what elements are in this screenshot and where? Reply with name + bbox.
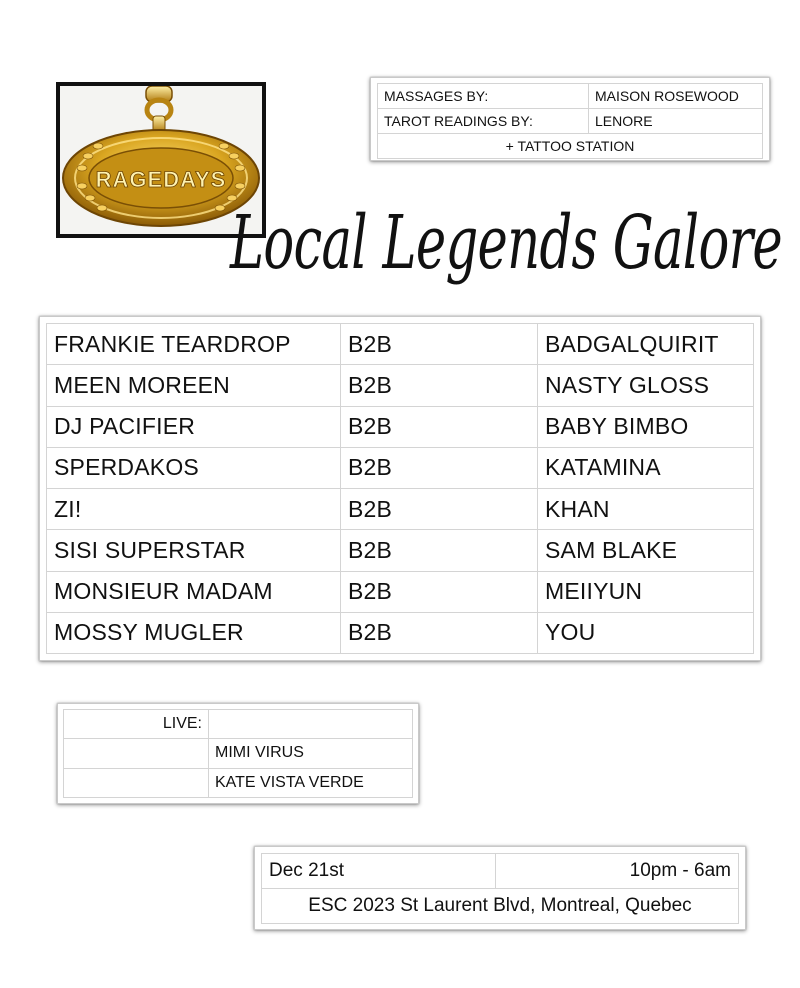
dj-left: SPERDAKOS (47, 447, 341, 488)
b2b-label: B2B (341, 447, 538, 488)
page-title (228, 188, 788, 296)
event-date: Dec 21st (262, 854, 496, 889)
b2b-label: B2B (341, 365, 538, 406)
b2b-label: B2B (341, 324, 538, 365)
table-row (64, 710, 413, 739)
table-row (64, 768, 413, 797)
table-row (47, 406, 754, 447)
dj-left: MOSSY MUGLER (47, 612, 341, 653)
lineup-table (39, 316, 761, 661)
table-row (47, 571, 754, 612)
table-row (378, 84, 763, 109)
dj-right: KATAMINA (538, 447, 754, 488)
event-address: ESC 2023 St Laurent Blvd, Montreal, Quebec (262, 889, 739, 924)
services-card (370, 77, 770, 161)
dj-left: FRANKIE TEARDROP (47, 324, 341, 365)
live-act: KATE VISTA VERDE (209, 768, 413, 797)
b2b-label: B2B (341, 612, 538, 653)
live-act: MIMI VIRUS (209, 739, 413, 768)
b2b-label: B2B (341, 406, 538, 447)
table-row (47, 365, 754, 406)
service-label: MASSAGES BY: (378, 84, 589, 109)
table-row (378, 109, 763, 134)
dj-right: NASTY GLOSS (538, 365, 754, 406)
svg-text:Local Legends Galore: Local Legends Galore (228, 200, 783, 286)
event-details-card (254, 846, 746, 930)
b2b-label: B2B (341, 489, 538, 530)
table-row (47, 530, 754, 571)
table-row (262, 889, 739, 924)
dj-left: MONSIEUR MADAM (47, 571, 341, 612)
dj-left: ZI! (47, 489, 341, 530)
svg-text:RAGEDAYS: RAGEDAYS (95, 167, 227, 192)
table-row (64, 739, 413, 768)
dj-right: BADGALQUIRIT (538, 324, 754, 365)
live-label: LIVE: (64, 710, 209, 739)
b2b-label: B2B (341, 530, 538, 571)
dj-right: BABY BIMBO (538, 406, 754, 447)
dj-left: MEEN MOREEN (47, 365, 341, 406)
table-row (262, 854, 739, 889)
table-row (47, 612, 754, 653)
dj-right: MEIIYUN (538, 571, 754, 612)
service-label: TAROT READINGS BY: (378, 109, 589, 134)
dj-left: DJ PACIFIER (47, 406, 341, 447)
dj-right: SAM BLAKE (538, 530, 754, 571)
table-row (47, 324, 754, 365)
dj-left: SISI SUPERSTAR (47, 530, 341, 571)
service-value: LENORE (589, 109, 763, 134)
b2b-label: B2B (341, 571, 538, 612)
dj-right: YOU (538, 612, 754, 653)
live-card (57, 703, 419, 804)
event-time: 10pm - 6am (496, 854, 739, 889)
service-extra: + TATTOO STATION (378, 134, 763, 159)
table-row (378, 134, 763, 159)
service-value: MAISON ROSEWOOD (589, 84, 763, 109)
table-row (47, 489, 754, 530)
table-row (47, 447, 754, 488)
dj-right: KHAN (538, 489, 754, 530)
